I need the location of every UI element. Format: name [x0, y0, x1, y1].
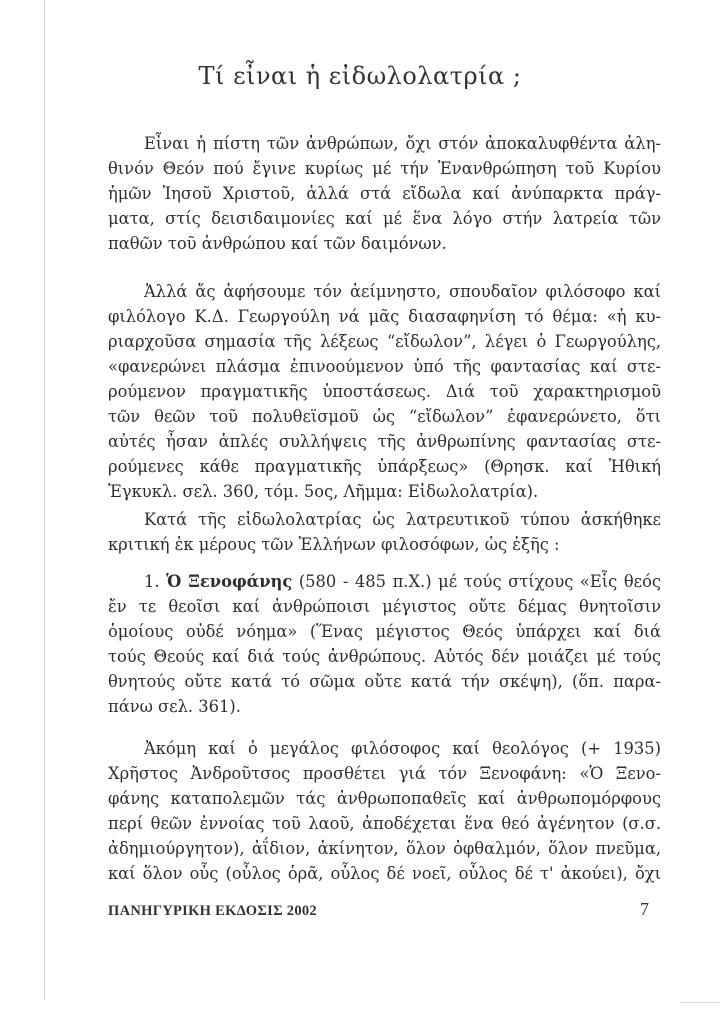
text-line: καί ὅλον οὖς (οὖλος ὁρᾶ, οὖλος δέ νοεῖ, οὖλος δέ τ' ἀκούει), ὄχι — [108, 864, 661, 883]
text-line: τῶν θεῶν τοῦ πολυθεϊσμοῦ ὡς “εἴδωλον” ἐφανερώνετο, ὅτι — [108, 407, 661, 426]
text-line: ἡμῶν Ἰησοῦ Χριστοῦ, ἀλλά στά εἴδωλα καί ἀνύπαρκτα πράγ- — [108, 184, 661, 203]
scan-page-edge — [44, 0, 45, 1000]
text-line: ὁμοίους οὐδέ νόημα» (Ἕνας μέγιστος Θεός ὑπάρχει καί διά — [108, 622, 661, 641]
text-line: Ἀλλά ἄς ἀφήσουμε τόν ἀείμνηστο, σπουδαῖον φιλόσοφο καί — [144, 282, 661, 301]
philosopher-name: Ὁ Ξενοφάνης — [166, 572, 293, 591]
text-line: Ἐγκυκλ. σελ. 360, τόμ. 5ος, Λῆμμα: Εἰδωλολατρία). — [108, 482, 539, 501]
text-line: φάνης καταπολεμῶν τάς ἀνθρωποπαθεῖς καί ἀνθρωπομόρφους — [108, 789, 661, 808]
text-line: ἀδημιούργητον), ἀΐδιον, ἀκίνητον, ὅλον ὀφθαλμόν, ὅλον πνεῦμα, — [108, 839, 661, 858]
text-line: Χρῆστος Ἀνδροῦτσος προσθέτει γιά τόν Ξενοφάνη: «Ὁ Ξενο- — [108, 764, 661, 783]
text-line: ριαρχοῦσα σημασία τῆς λέξεως “εἴδωλον”, λέγει ὁ Γεωργούλης, — [108, 332, 661, 351]
paragraph-georgoulis-quote — [108, 279, 661, 504]
text-line: φιλόλογο Κ.Δ. Γεωργούλη νά μᾶς διασαφηνίση τό θέμα: «ἡ κυ- — [108, 307, 661, 326]
text-line: ἔν τε θεοῖσι καί ἀνθρώποισι μέγιστος οὔτε δέμας θνητοῖσιν — [108, 597, 661, 616]
paragraph-xenophanes — [108, 569, 661, 719]
text-line: θινόν Θεόν πού ἔγινε κυρίως μέ τήν Ἐνανθρώπηση τοῦ Κυρίου — [108, 159, 661, 178]
text-line: ρούμενες κάθε πραγματικῆς ὑπάρξεως» (Θρησκ. καί Ἠθική — [108, 457, 661, 476]
text-line: πάνω σελ. 361). — [108, 697, 241, 716]
text-line: περί θεῶν ἐννοίας τοῦ λαοῦ, ἀποδέχεται ἕνα θεό ἀγένητον (σ.σ. — [108, 814, 661, 833]
paragraph-androutsos — [108, 736, 661, 886]
text-line: παθῶν τοῦ ἀνθρώπου καί τῶν δαιμόνων. — [108, 234, 447, 253]
text-line: Κατά τῆς εἰδωλολατρίας ὡς λατρευτικοῦ τύπου ἀσκήθηκε — [144, 510, 661, 529]
text-line: θνητούς οὔτε κατά τό σῶμα οὔτε κατά τήν σκέψη), (ὅπ. παρα- — [108, 672, 661, 691]
paragraph-critique-intro — [108, 507, 661, 557]
text-line: Ἀκόμη καί ὁ μεγάλος φιλόσοφος καί θεολόγος (+ 1935) — [144, 739, 661, 758]
text-line: αὐτές ἦσαν ἁπλές συλλήψεις τῆς ἀνθρωπίνης φαντασίας στε- — [108, 432, 661, 451]
text-fragment: (580 - 485 π.Χ.) μέ τούς στίχους «Εἷς θεός — [292, 572, 661, 591]
text-line: «φανερώνει πλάσμα ἐπινοούμενον ὑπό τῆς φαντασίας καί στε- — [108, 357, 661, 376]
scan-page-edge-bottom — [680, 1002, 720, 1003]
text-line: κριτική ἐκ μέρους τῶν Ἑλλήνων φιλοσόφων, ὡς ἐξῆς : — [108, 535, 560, 554]
text-line: ρούμενον πραγματικῆς ὑποστάσεως. Διά τοῦ χαρακτηρισμοῦ — [108, 382, 661, 401]
text-line: τούς Θεούς καί διά τούς ἀνθρώπους. Αὐτός δέν μοιάζει μέ τούς — [108, 647, 661, 666]
list-number: 1. — [144, 572, 160, 591]
footer-publication: ΠΑΝΗΓΥΡΙΚΗ ΕΚΔΟΣΙΣ 2002 — [108, 903, 317, 919]
text-line: Εἶναι ἡ πίστη τῶν ἀνθρώπων, ὄχι στόν ἀποκαλυφθέντα ἀλη- — [144, 134, 661, 153]
paragraph-definition — [108, 131, 661, 256]
page-number: 7 — [640, 899, 649, 919]
page-title: Τί εἶναι ἡ εἰδωλολατρία ; — [198, 62, 522, 90]
text-line: ματα, στίς δεισιδαιμονίες καί μέ ἕνα λόγο στήν λατρεία τῶν — [108, 209, 661, 228]
text-line — [108, 569, 661, 594]
